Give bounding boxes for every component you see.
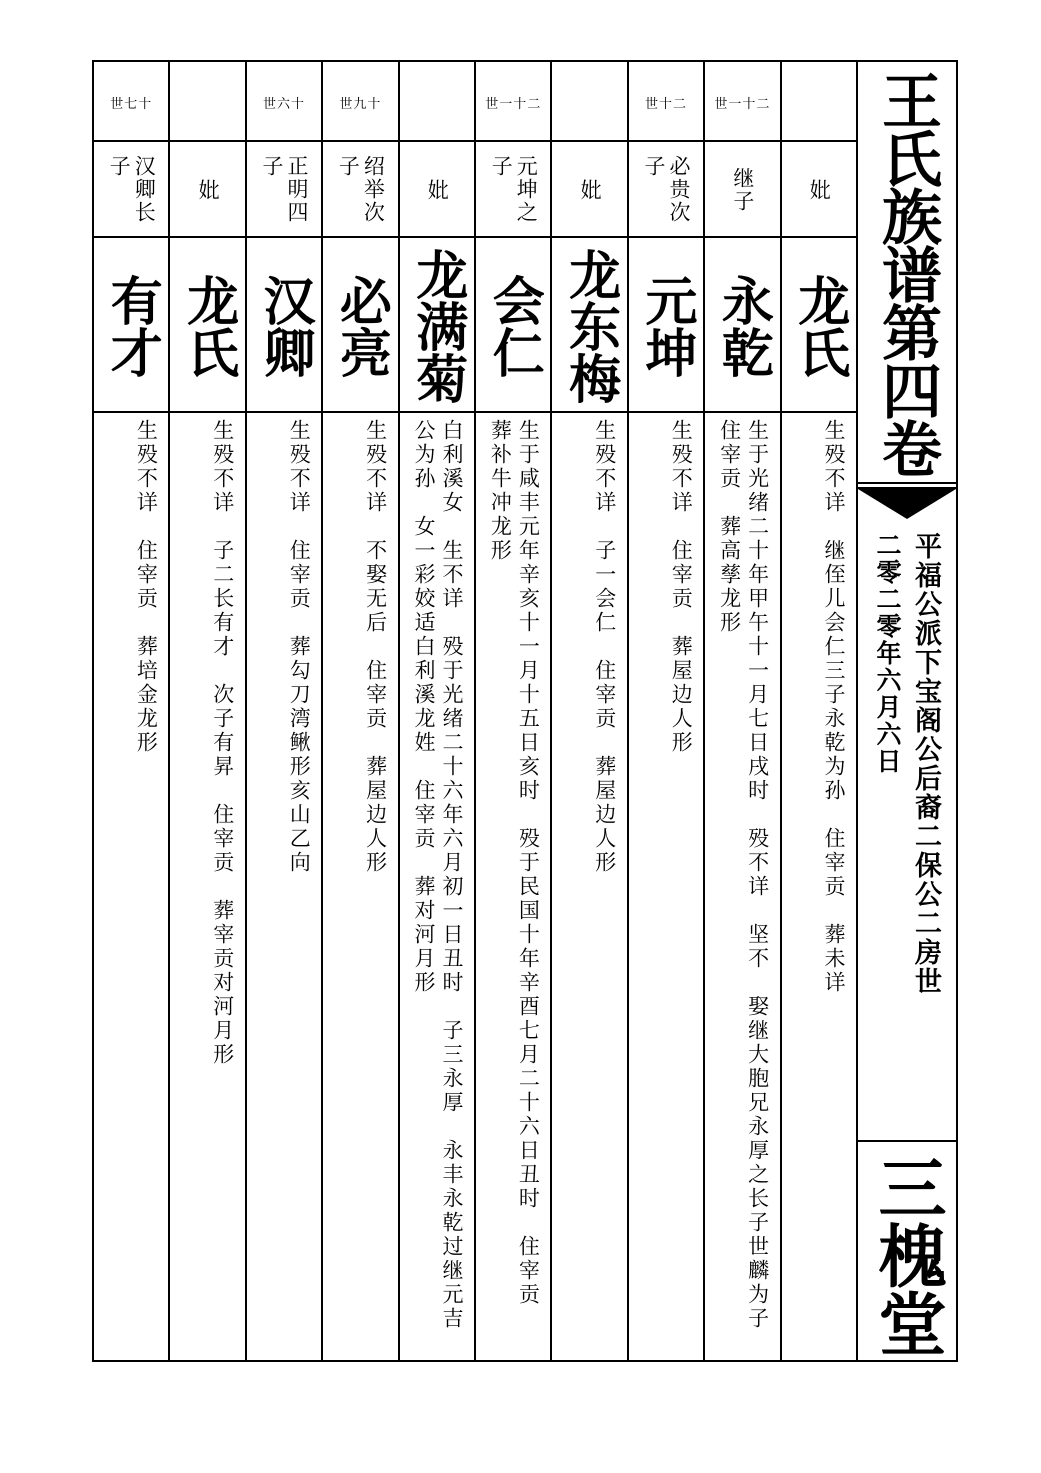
relation-label: 汉卿长子: [107, 155, 157, 224]
title-divider: [858, 482, 956, 484]
relation-label-cell: [400, 142, 474, 238]
generation-label-cell: [782, 62, 856, 142]
biography-text-cell: [476, 413, 550, 1360]
biography-text-cell: [247, 413, 321, 1360]
generation-label: 十六世: [262, 96, 305, 112]
entry-column: [247, 62, 323, 1360]
relation-label-cell: [476, 142, 550, 238]
biography-text: 生殁不详 不娶无后 住宰贡 葬屋边人形: [363, 419, 388, 875]
generation-label-cell: [705, 62, 779, 142]
entry-column: [323, 62, 399, 1360]
relation-label-cell: [705, 142, 779, 238]
generation-label-cell: [170, 62, 244, 142]
relation-label: 妣: [196, 178, 221, 202]
person-name-cell: [323, 238, 397, 413]
biography-text-cell: [782, 413, 856, 1360]
relation-label: 必贵次子: [641, 155, 691, 224]
biography-text: 生殁不详 住宰贡 葬屋边人形: [669, 419, 694, 755]
relation-label-cell: [323, 142, 397, 238]
person-name: 龙氏: [788, 273, 850, 378]
biography-text-cell: [400, 413, 474, 1360]
person-name-cell: [170, 238, 244, 413]
relation-label: 妣: [425, 178, 450, 202]
person-name: 必亮: [330, 273, 392, 378]
hall-divider: [858, 1140, 956, 1142]
relation-label: 继子: [730, 167, 755, 213]
branch-subtitle: 平福公派下宝阁公后裔二保公二房世: [910, 532, 941, 996]
generation-label: 二十一世: [485, 96, 542, 112]
entry-column: [400, 62, 476, 1360]
person-name: 有才: [101, 273, 163, 378]
generation-label-cell: [552, 62, 626, 142]
biography-text-cell: [552, 413, 626, 1360]
person-name-cell: [552, 238, 626, 413]
person-name: 永乾: [712, 273, 774, 378]
relation-label-cell: [247, 142, 321, 238]
generation-label: 十九世: [339, 96, 382, 112]
person-name: 龙东梅: [559, 247, 621, 404]
person-name-cell: [476, 238, 550, 413]
entry-column: [629, 62, 705, 1360]
row-divider: [94, 411, 858, 413]
entry-column: [705, 62, 781, 1360]
date-line: 二零二零年六月六日: [873, 532, 902, 775]
biography-text: 生殁不详 住宰贡 葬勾刀湾鳅形亥山乙向: [287, 419, 312, 875]
relation-label-cell: [629, 142, 703, 238]
volume-title: 王氏族谱第四卷: [872, 70, 942, 476]
generation-label: 二十世: [644, 96, 687, 112]
biography-text-cell: [629, 413, 703, 1360]
genealogy-page: [92, 60, 958, 1362]
hall-name: 三槐堂: [867, 1153, 947, 1357]
biography-text-cell: [323, 413, 397, 1360]
relation-label-cell: [170, 142, 244, 238]
biography-text: 生殁不详 继侄儿会仁三子永乾为孙 住宰贡 葬未详: [821, 419, 846, 995]
relation-label: 绍举次子: [336, 155, 386, 224]
generation-label-cell: [94, 62, 168, 142]
row-divider: [94, 236, 858, 238]
generation-label: 二十一世: [714, 96, 771, 112]
relation-label: 妣: [578, 178, 603, 202]
person-name: 龙氏: [177, 273, 239, 378]
relation-label: 妣: [807, 178, 832, 202]
relation-label: 元坤之子: [489, 155, 539, 224]
generation-label-cell: [247, 62, 321, 142]
biography-text: 生于咸丰元年辛亥十一月十五日亥时 殁于民国十年辛酉七月二十六日丑时 住宰贡 葬补牛冲龙形: [488, 419, 541, 1331]
person-name: 元坤: [635, 273, 697, 378]
relation-label-cell: [782, 142, 856, 238]
biography-text-cell: [170, 413, 244, 1360]
generation-label-cell: [400, 62, 474, 142]
entry-column: [94, 62, 170, 1360]
entry-column: [170, 62, 246, 1360]
generation-label-cell: [476, 62, 550, 142]
person-name: 会仁: [483, 273, 545, 378]
entry-column: [552, 62, 628, 1360]
person-name-cell: [705, 238, 779, 413]
person-name-cell: [247, 238, 321, 413]
relation-label-cell: [94, 142, 168, 238]
generation-label: 十七世: [110, 96, 153, 112]
person-name-cell: [782, 238, 856, 413]
biography-text: 生于光绪二十年甲午十一月七日戌时 殁不详 坚不 娶继大胞兄永厚之长子世麟为子 住宰贡 葬高孳龙形: [717, 419, 770, 1355]
relation-label-cell: [552, 142, 626, 238]
decorative-triangle: [858, 489, 956, 519]
title-panel: [858, 62, 956, 1360]
relation-label: 正明四子: [259, 155, 309, 224]
entry-column: [782, 62, 858, 1360]
person-name-cell: [94, 238, 168, 413]
biography-text-cell: [94, 413, 168, 1360]
biography-text-cell: [705, 413, 779, 1360]
biography-text: 生殁不详 子二长有才 次子有昇 住宰贡 葬宰贡对河月形: [210, 419, 235, 1067]
person-name-cell: [400, 238, 474, 413]
entry-column: [476, 62, 552, 1360]
biography-text: 生殁不详 子一会仁 住宰贡 葬屋边人形: [592, 419, 617, 875]
person-name-cell: [629, 238, 703, 413]
biography-text: 生殁不详 住宰贡 葬培金龙形: [134, 419, 159, 755]
generation-label-cell: [323, 62, 397, 142]
biography-text: 白利溪女 生不详 殁于光绪二十六年六月初一日丑时 子三永厚 永丰永乾过继元吉公为孙 女一彩姣适白利溪龙姓 住宰贡 葬对河月形: [411, 419, 464, 1331]
row-divider: [94, 140, 858, 142]
generation-label-cell: [629, 62, 703, 142]
person-name: 龙满菊: [406, 247, 468, 404]
person-name: 汉卿: [253, 273, 315, 378]
